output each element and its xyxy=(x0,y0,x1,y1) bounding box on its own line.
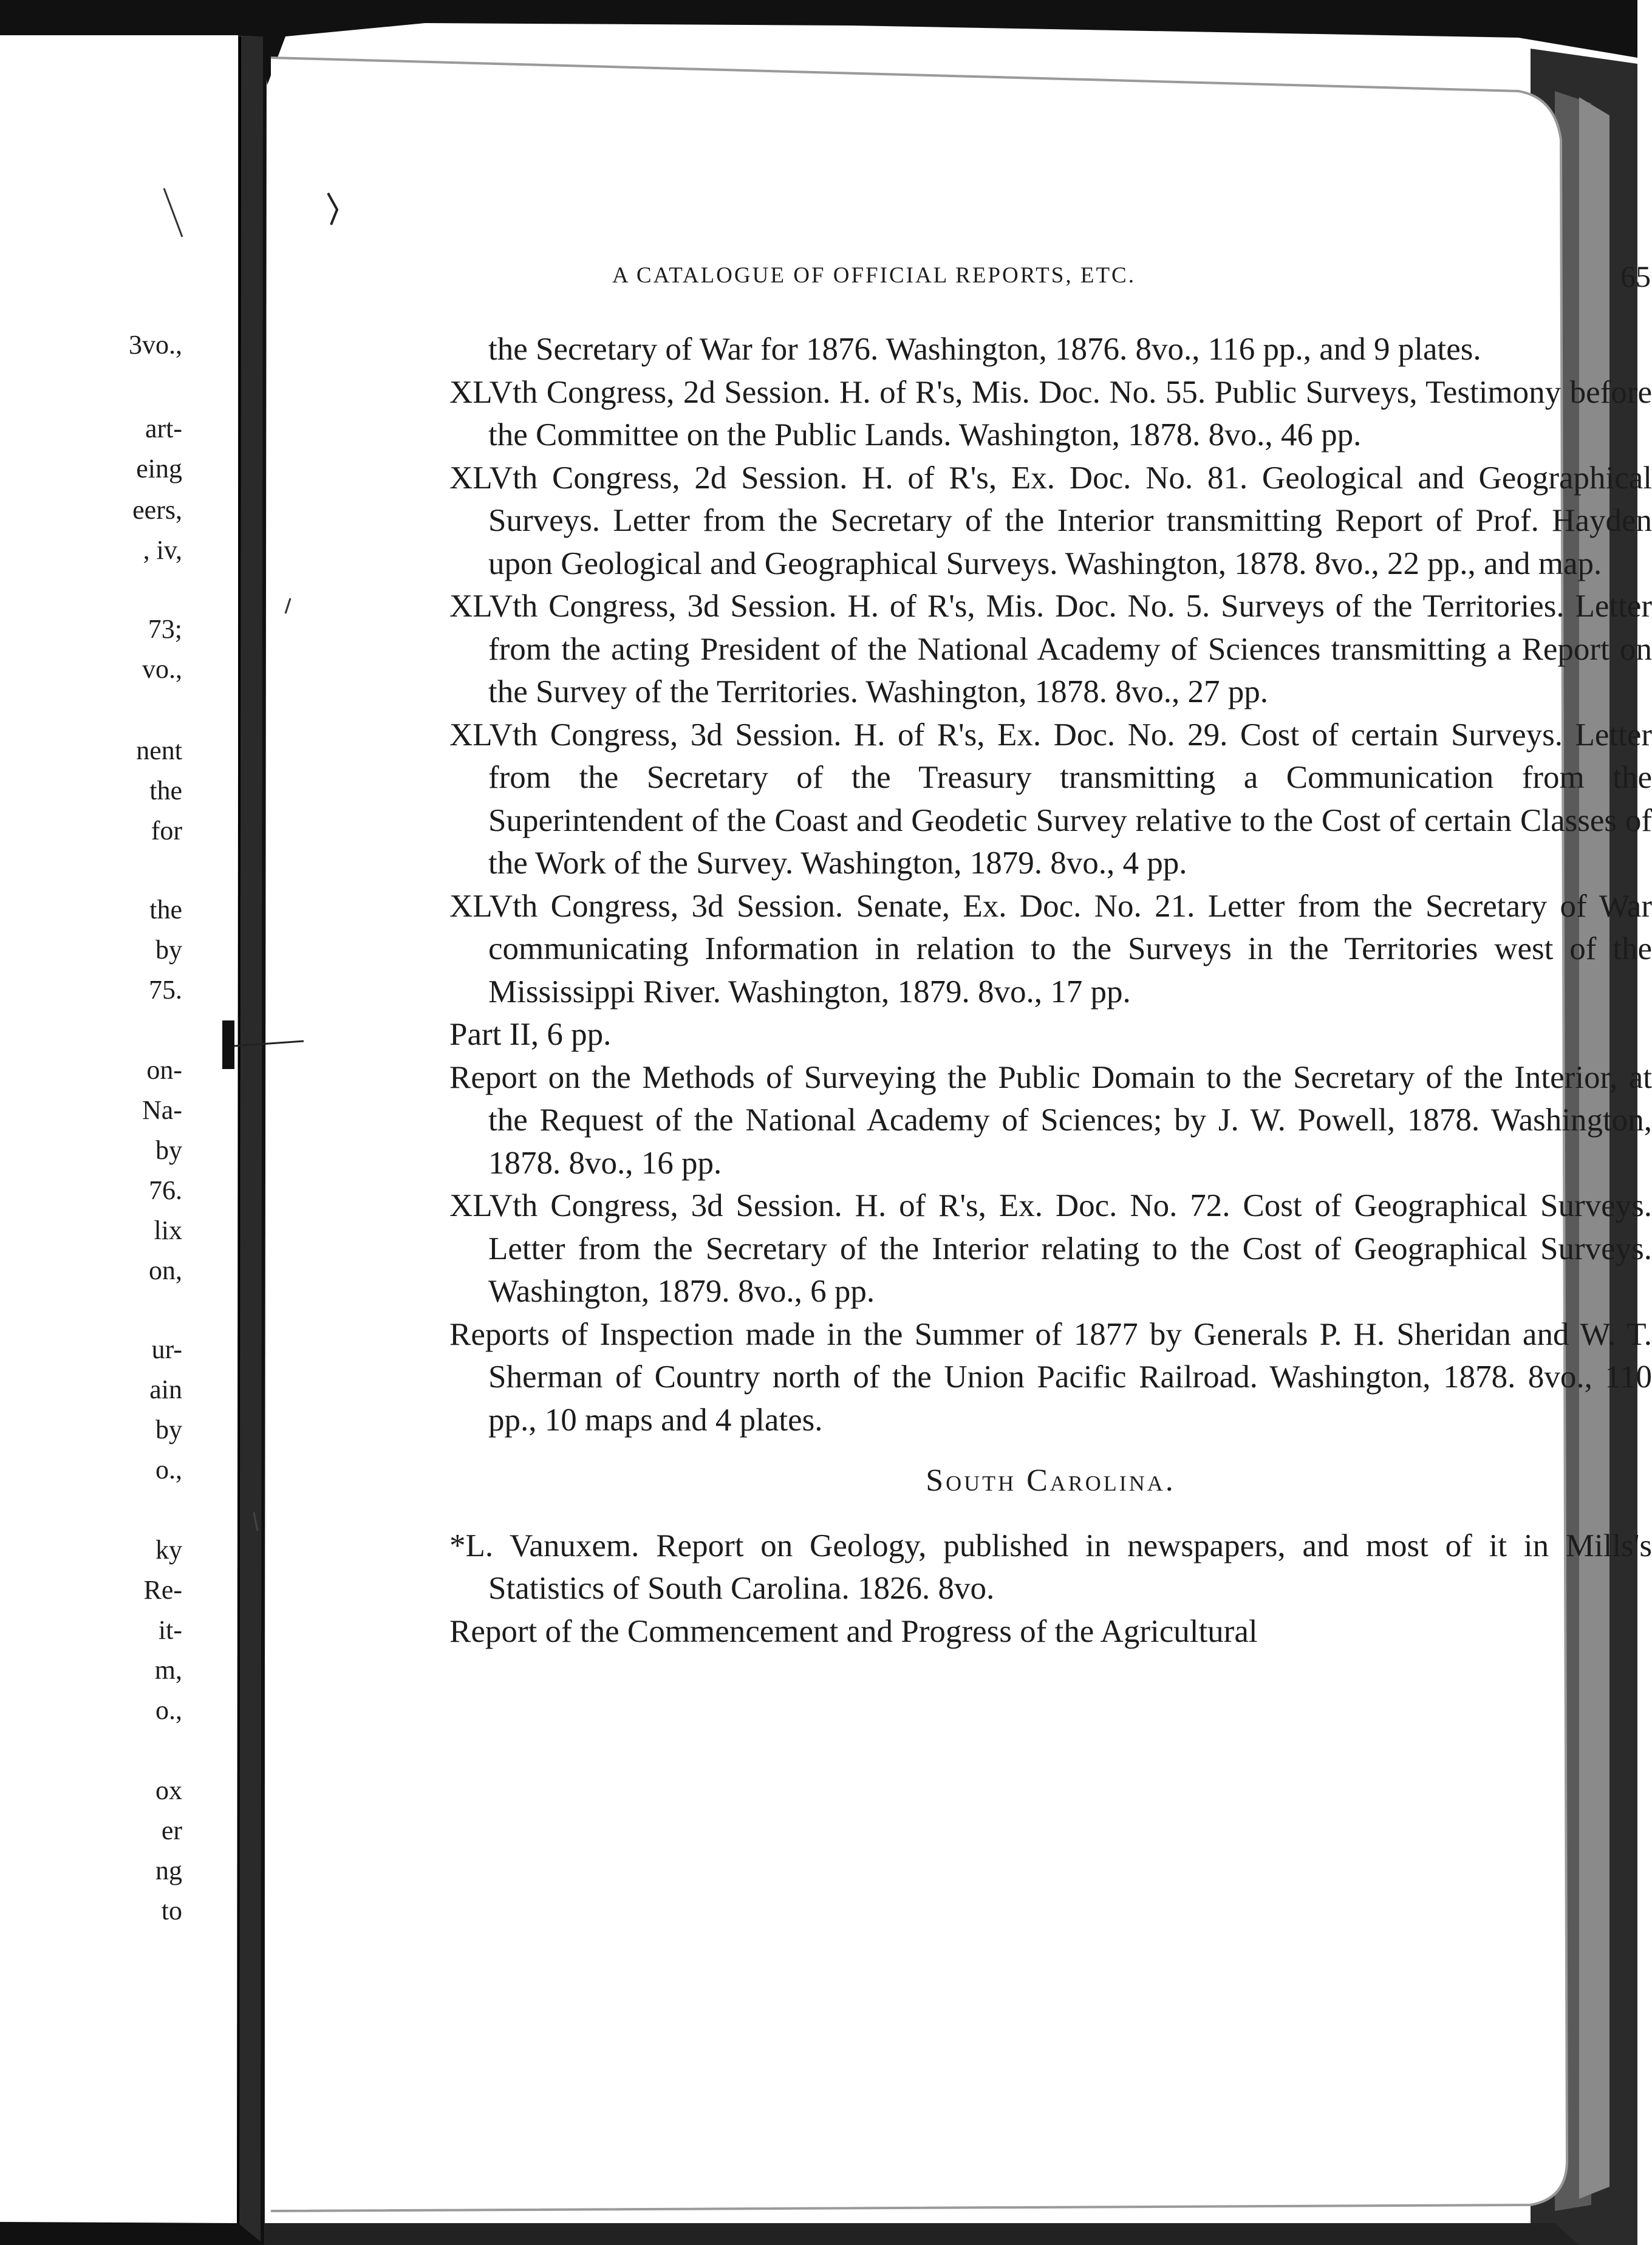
left-fragment-line: o., xyxy=(155,1695,182,1725)
left-fragment-line: ky xyxy=(155,1535,182,1565)
catalogue-entry: Report of the Commencement and Progress of the Agricultural xyxy=(449,1613,1258,1649)
catalogue-body xyxy=(449,328,1652,1653)
left-fragment-line: m, xyxy=(154,1655,182,1685)
catalogue-entry: XLVth Congress, 3d Session. H. of R's, Ex. Doc. No. 72. Cost of Geographical Surveys. Letter from the Secretary of the Interior relating to the Cost of Geographical Surveys. Washington, 1879. 8vo., 6 pp. xyxy=(449,1188,1652,1309)
left-page-fragment xyxy=(0,0,200,2245)
catalogue-entry: Part II, 6 pp. xyxy=(449,1017,612,1052)
left-fragment-line: art- xyxy=(145,414,182,443)
left-fragment-line: on, xyxy=(149,1256,182,1285)
left-fragment-line: ur- xyxy=(151,1334,182,1364)
left-fragment-line: the xyxy=(149,895,182,924)
left-fragment-line: er xyxy=(161,1816,182,1845)
page-number: 65 xyxy=(1620,259,1651,293)
left-fragment-line: 73; xyxy=(148,614,182,644)
left-fragment-line: eing xyxy=(136,454,182,484)
left-fragment-line: 75. xyxy=(149,975,182,1005)
left-fragment-line: lix xyxy=(154,1215,182,1245)
catalogue-entry: XLVth Congress, 3d Session. Senate, Ex. Doc. No. 21. Letter from the Secretary of War communicating Information in relation to the Surveys in the Territories west of the Mississippi River. Washington, 1879. 8vo., 17 pp. xyxy=(449,888,1652,1010)
left-fragment-line: by xyxy=(155,1135,182,1165)
left-fragment-line: o., xyxy=(155,1455,182,1485)
left-fragment-line: , iv, xyxy=(143,535,182,565)
catalogue-entry: *L. Vanuxem. Report on Geology, published in newspapers, and most of it in Mills's Statistics of South Carolina. 1826. 8vo. xyxy=(449,1528,1652,1606)
left-fragment-line: the xyxy=(149,776,182,805)
left-fragment-line: by xyxy=(155,1415,182,1444)
left-fragment-line: ng xyxy=(155,1856,182,1885)
running-head-title: A CATALOGUE OF OFFICIAL REPORTS, ETC. xyxy=(612,263,1136,288)
catalogue-entry: XLVth Congress, 3d Session. H. of R's, Ex. Doc. No. 29. Cost of certain Surveys. Letter from the Secretary of the Treasury transmitting a Communication from the Superintendent of the Coast and Geodetic Survey relative to the Cost of certain Classes of the Work of the Survey. Washington, 1879. 8vo., 4 pp. xyxy=(449,717,1652,881)
left-fragment-line: 76. xyxy=(149,1175,182,1205)
left-fragment-line: eers, xyxy=(132,495,182,525)
left-fragment-line: on- xyxy=(146,1055,182,1085)
left-fragment-line: by xyxy=(155,935,182,965)
left-fragment-line: nent xyxy=(136,736,182,765)
catalogue-entry: XLVth Congress, 2d Session. H. of R's, Ex. Doc. No. 81. Geological and Geographical Surveys. Letter from the Secretary of the Interior transmitting Report of Prof. Hayden upon Geological and Geographical Surveys. Washington, 1878. 8vo., 22 pp., and map. xyxy=(449,460,1652,581)
right-page xyxy=(258,0,1652,2245)
left-fragment-line: Na- xyxy=(142,1095,182,1125)
left-fragment-line: ox xyxy=(155,1775,182,1805)
left-fragment-line: 3vo., xyxy=(129,330,182,360)
catalogue-entry: Report on the Methods of Surveying the Public Domain to the Secretary of the Interior, at the Request of the National Academy of Sciences; by J. W. Powell, 1878. Washington, 1878. 8vo., 16 pp. xyxy=(449,1059,1652,1181)
left-fragment-line: it- xyxy=(158,1615,182,1645)
left-fragment-line: Re- xyxy=(143,1575,182,1605)
catalogue-entry: Reports of Inspection made in the Summer of 1877 by Generals P. H. Sheridan and W. T. Sherman of Country north of the Union Pacific Railroad. Washington, 1878. 8vo., 110 pp., 10 maps and 4 plates. xyxy=(449,1316,1652,1438)
left-fragment-line: ain xyxy=(149,1375,182,1404)
left-fragment-line: to xyxy=(161,1896,182,1926)
catalogue-entry: XLVth Congress, 2d Session. H. of R's, Mis. Doc. No. 55. Public Surveys, Testimony before the Committee on the Public Lands. Washington, 1878. 8vo., 46 pp. xyxy=(449,374,1652,453)
section-heading: South Carolina. xyxy=(926,1463,1176,1498)
left-fragment-line: for xyxy=(151,816,182,846)
left-fragment-line: vo., xyxy=(142,654,182,684)
catalogue-entry: the Secretary of War for 1876. Washington, 1876. 8vo., 116 pp., and 9 plates. xyxy=(488,332,1481,367)
catalogue-entry: XLVth Congress, 3d Session. H. of R's, Mis. Doc. No. 5. Surveys of the Territories. Letter from the acting President of the National Academy of Sciences transmitting a Report on the Survey of the Territories. Washington, 1878. 8vo., 27 pp. xyxy=(449,589,1652,709)
running-head xyxy=(612,259,1651,299)
